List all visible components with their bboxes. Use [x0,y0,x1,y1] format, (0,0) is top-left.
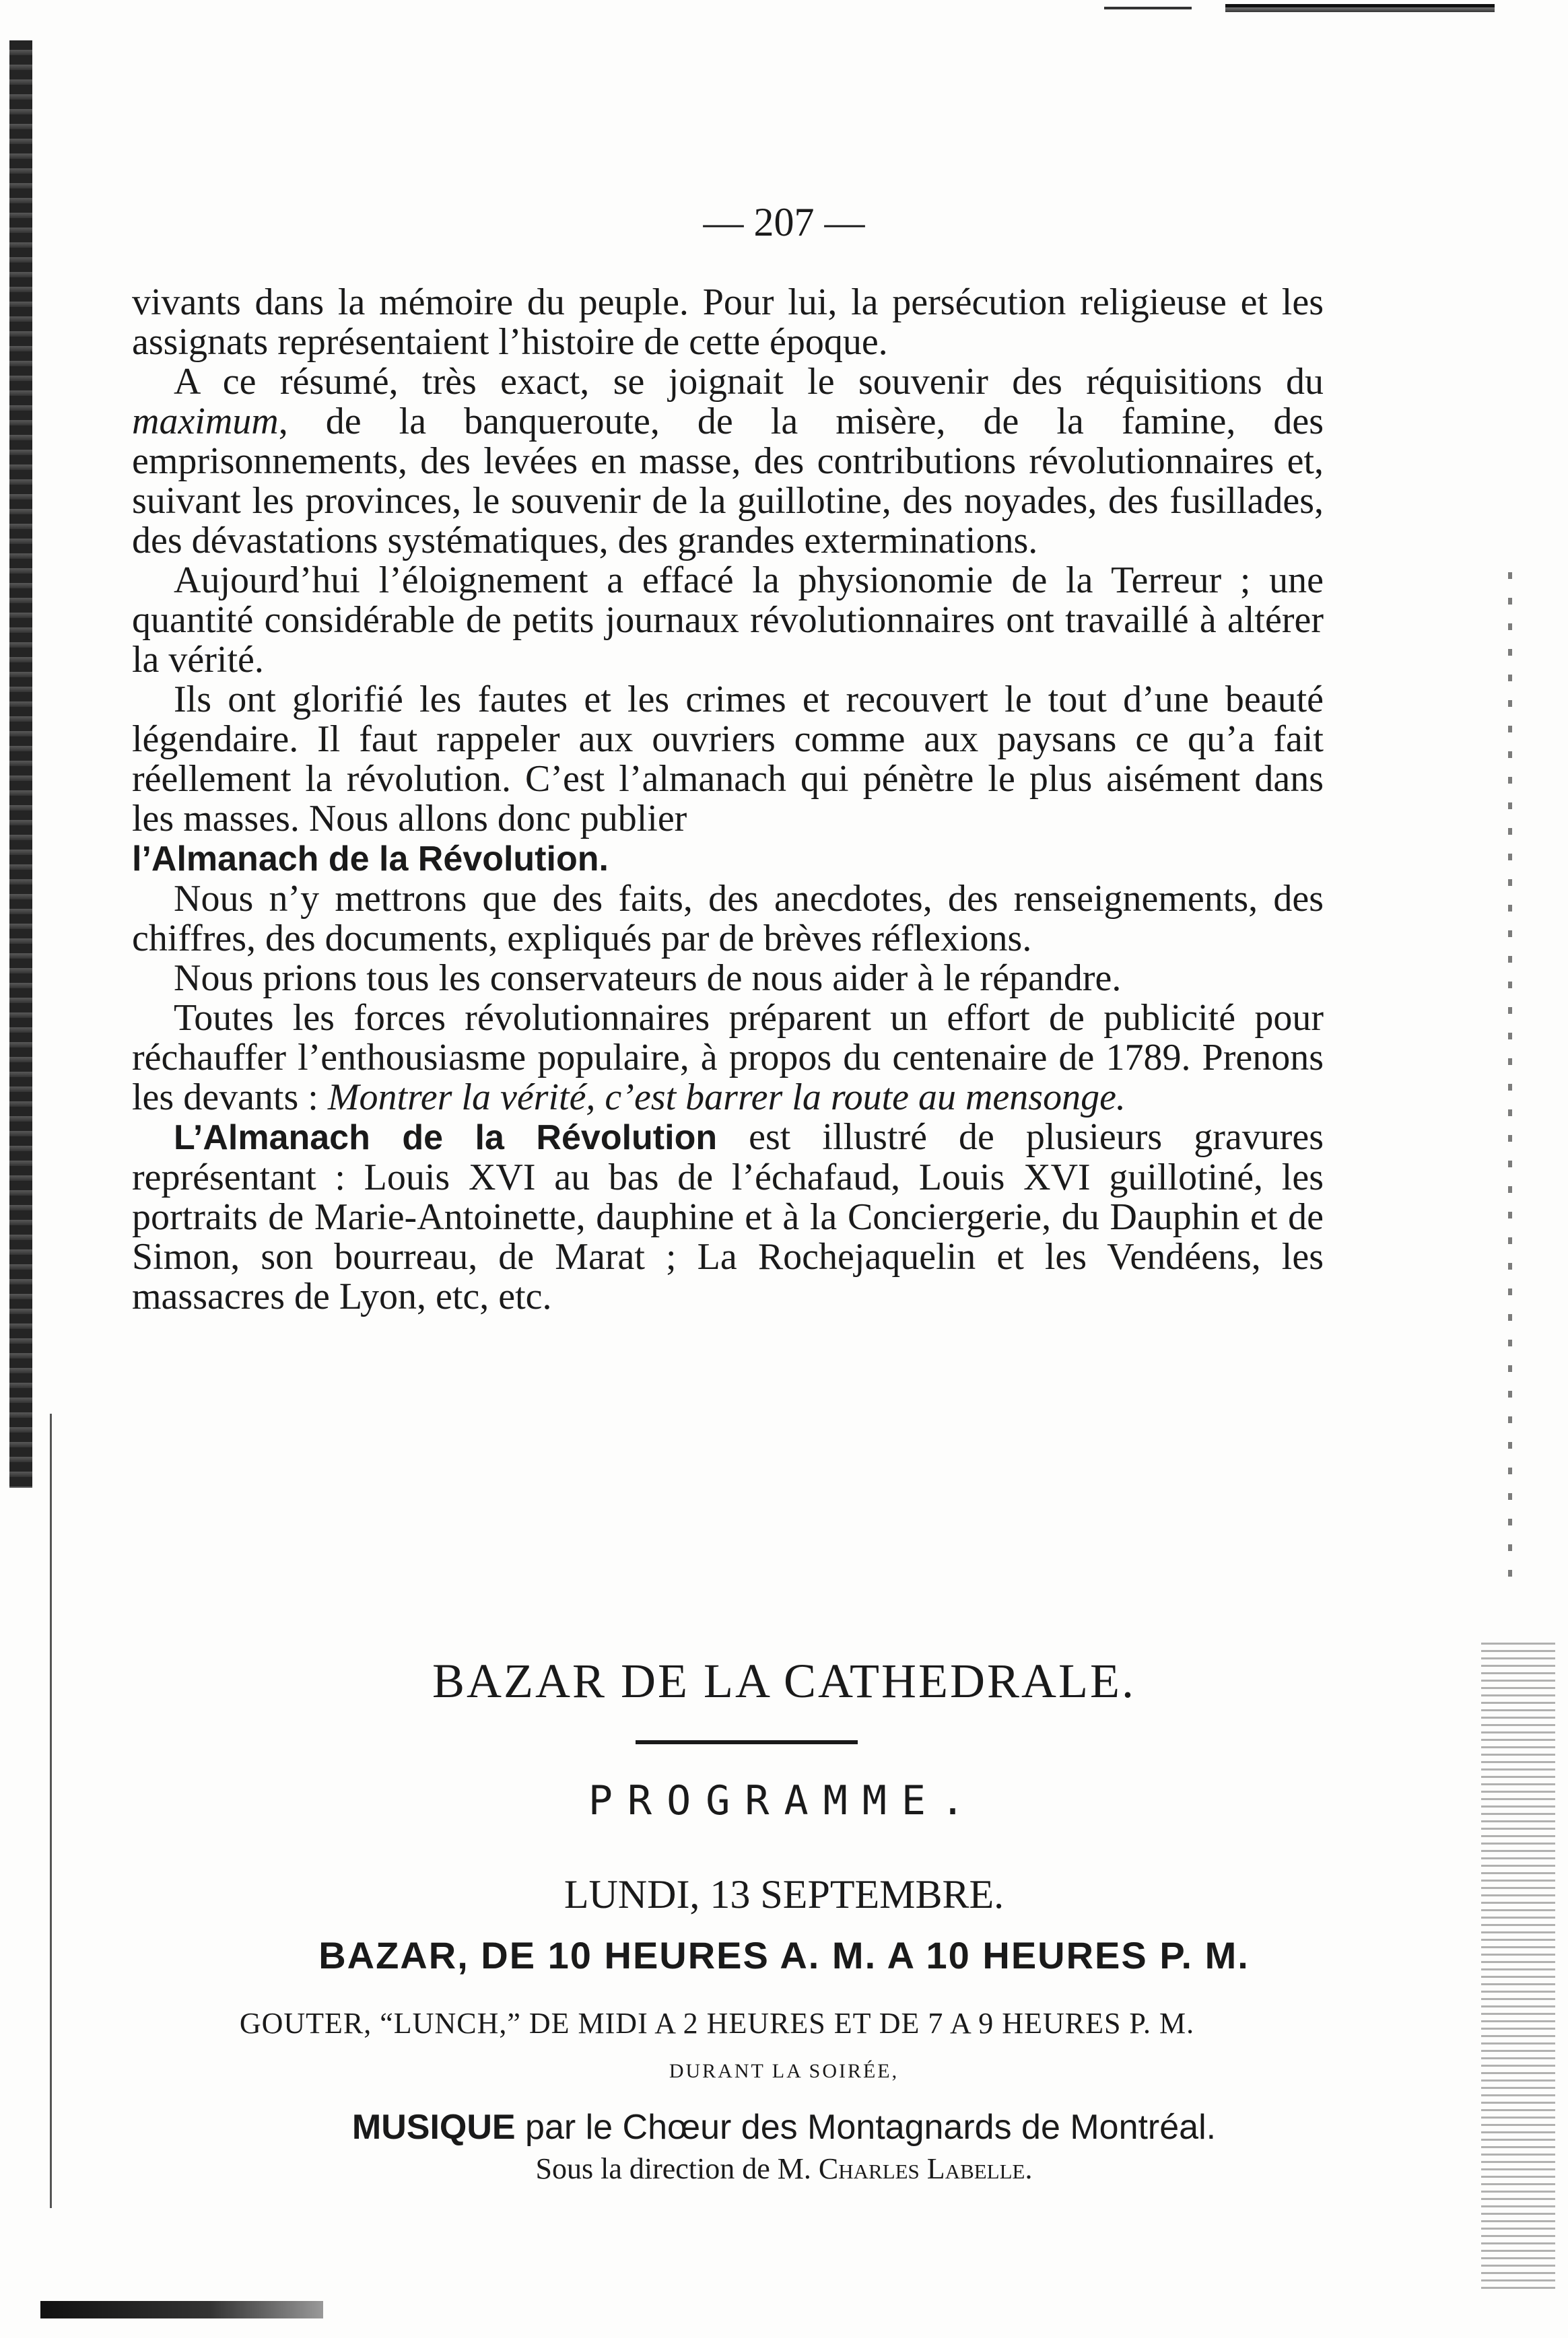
paragraph-3: Aujourd’hui l’éloignement a effacé la physionomie de la Terreur ; une quantité considérable de petits journaux révolutionnaires ont travaillé à altérer la vérité. [132,559,1324,681]
programme-heading: PROGRAMME. [588,1777,980,1824]
bazar-title: BAZAR DE LA CATHEDRALE. [432,1654,1136,1708]
paragraph-1: vivants dans la mémoire du peuple. Pour lui, la persécution religieuse et les assignats représentaient l’histoire de cette époque. [132,281,1324,363]
motto: Montrer la vérité, c’est barrer la route au mensonge. [327,1076,1126,1118]
scan-top-bar [1225,4,1495,12]
paragraph-8 [132,1118,1324,1317]
lunch-hours: GOUTER, “LUNCH,” DE MIDI A 2 HEURES ET DE 7 A 9 HEURES P. M. [239,2007,1195,2040]
almanach-title: l’Almanach de la Révolution. [132,839,609,879]
direction-text: Sous la direction de M. [535,2152,819,2185]
music-text: par le Chœur des Montagnards de Montréal. [515,2108,1217,2147]
music-line [0,2107,1568,2147]
scan-binding-edge [9,40,32,1488]
paragraph-4-text: Ils ont glorifié les fautes et les crimes et recouvert le tout d’une beauté légendaire. Il faut rappeler aux ouvriers comme aux paysans ce qu’a fait réellement la révolution. C’est l’almanach qui pénètre le plus aisément dans les masses. Nous allons donc publier [132,679,1324,839]
bazar-hours: BAZAR, DE 10 HEURES A. M. A 10 HEURES P. M. [318,1934,1250,1976]
paragraph-2-end: , de la banqueroute, de la misère, de la famine, des emprisonnements, des levées en masse, des contributions révolutionnaires et, suivant les provinces, le souvenir de la guillotine, des noyades, des fusillades, des dévastations systématiques, des grandes exterminations. [132,401,1324,561]
scan-top-mark [1104,7,1192,9]
scan-right-dashes [1508,572,1512,1582]
paragraph-2-start: A ce résumé, très exact, se joignait le souvenir des réquisitions du [174,361,1324,403]
paragraph-5: Nous n’y mettrons que des faits, des anecdotes, des renseignements, des chiffres, des documents, expliqués par de brèves réflexions. [132,878,1324,959]
conductor-name: Charles Labelle. [818,2152,1033,2185]
paragraph-6: Nous prions tous les conservateurs de nous aider à le répandre. [174,957,1122,999]
almanach-title-2: L’Almanach de la Révolution [174,1118,718,1157]
article-body [132,283,1324,1317]
scan-bottom-bar [40,2301,323,2318]
event-date: LUNDI, 13 SEPTEMBRE. [564,1872,1004,1917]
page-number: — 207 — [703,200,865,244]
paragraph-2 [132,362,1324,561]
paragraph-8-text: est illustré de plusieurs gravures représentant : Louis XVI au bas de l’échafaud, Louis XVI guillotiné, les portraits de Marie-Antoinette, dauphine et à la Conciergerie, du Dauphin et de Simon, son bourreau, de Marat ; La Rochejaquelin et les Vendéens, les massacres de Lyon, etc, etc. [132,1116,1324,1317]
paragraph-4 [132,680,1324,879]
paragraph-7 [132,998,1324,1118]
evening-label: DURANT LA SOIRÉE, [669,2060,899,2082]
paragraph-7-text: Toutes les forces révolutionnaires préparent un effort de publicité pour réchauffer l’enthousiasme populaire, à propos du centenaire de 1789. Prenons les devants : [132,997,1324,1118]
direction-line [0,2152,1568,2186]
maximum-term: maximum [132,401,279,442]
title-rule [636,1740,858,1744]
music-word: MUSIQUE [351,2108,516,2147]
